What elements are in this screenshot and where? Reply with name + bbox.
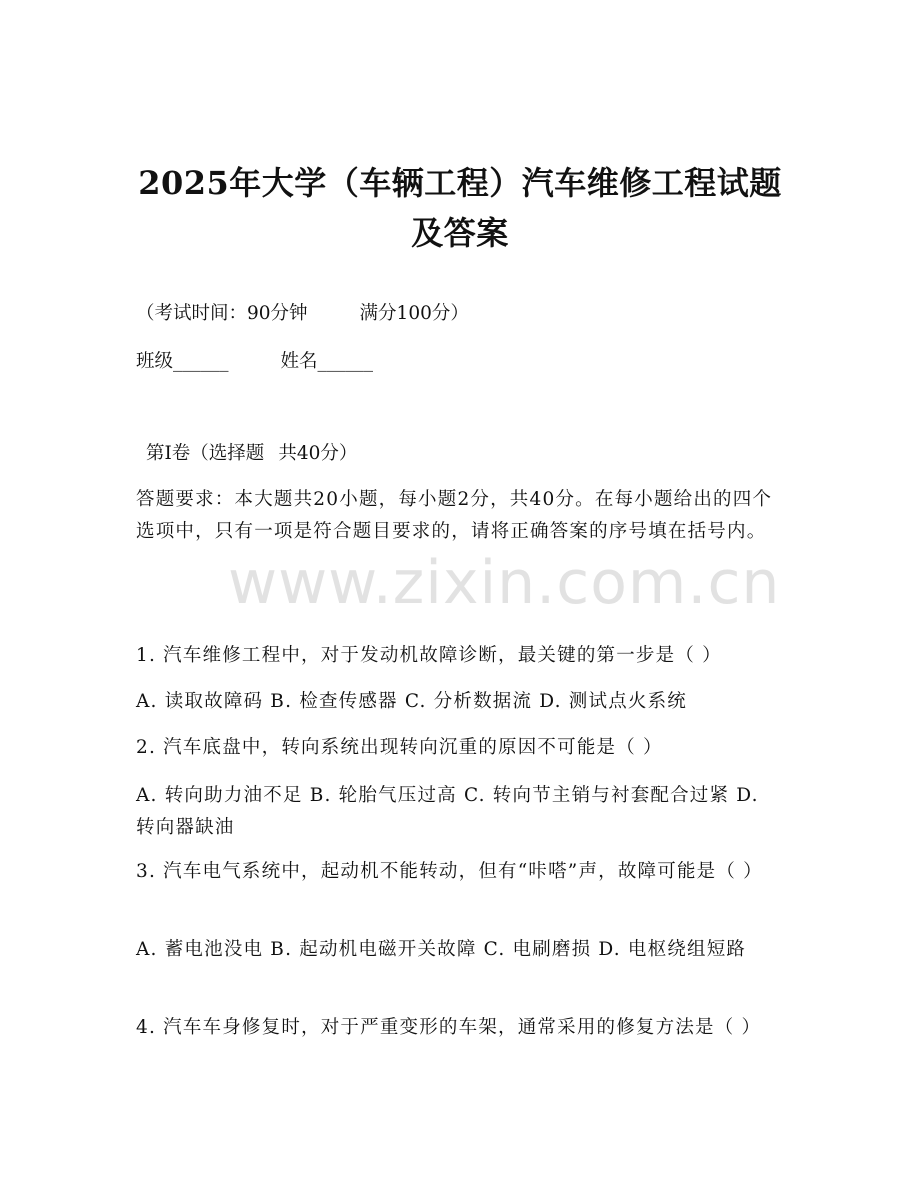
- exam-info: [136, 298, 784, 330]
- section-heading-part1: 第Ⅰ卷（选择题: [146, 443, 265, 464]
- exam-time: （考试时间：90分钟: [136, 303, 308, 324]
- question-options: A. 蓄电池没电 B. 起动机电磁开关故障 C. 电刷磨损 D. 电枢绕组短路: [136, 939, 747, 960]
- page-title: 2025年大学（车辆工程）汽车维修工程试题: [138, 164, 782, 202]
- watermark-text: www.zixin.com.cn: [228, 548, 781, 618]
- question-stem: 3. 汽车电气系统中，起动机不能转动，但有“咔嗒”声，故障可能是（ ）: [136, 861, 763, 882]
- question-stem: 2. 汽车底盘中，转向系统出现转向沉重的原因不可能是（ ）: [136, 737, 663, 758]
- page-title-continued: 及答案: [411, 214, 509, 252]
- name-field: 姓名______: [280, 351, 374, 372]
- section-heading: [146, 438, 794, 470]
- question-stem: 4. 汽车车身修复时，对于严重变形的车架，通常采用的修复方法是（ ）: [136, 1017, 762, 1038]
- section-instructions: 答题要求：本大题共20小题，每小题2分，共40分。在每小题给出的四个选项中，只有一项是符合题目要求的，请将正确答案的序号填在括号内。: [136, 489, 773, 542]
- question-stem: 1. 汽车维修工程中，对于发动机故障诊断，最关键的第一步是（ ）: [136, 645, 722, 666]
- question-options: A. 读取故障码 B. 检查传感器 C. 分析数据流 D. 测试点火系统: [136, 691, 688, 712]
- student-fields: [136, 346, 784, 378]
- section-heading-part2: 共40分）: [278, 443, 358, 464]
- class-field: 班级______: [136, 351, 229, 372]
- exam-score: 满分100分）: [359, 303, 469, 324]
- question-options: A. 转向助力油不足 B. 轮胎气压过高 C. 转向节主销与衬套配合过紧 D. 转向器缺油: [136, 785, 759, 838]
